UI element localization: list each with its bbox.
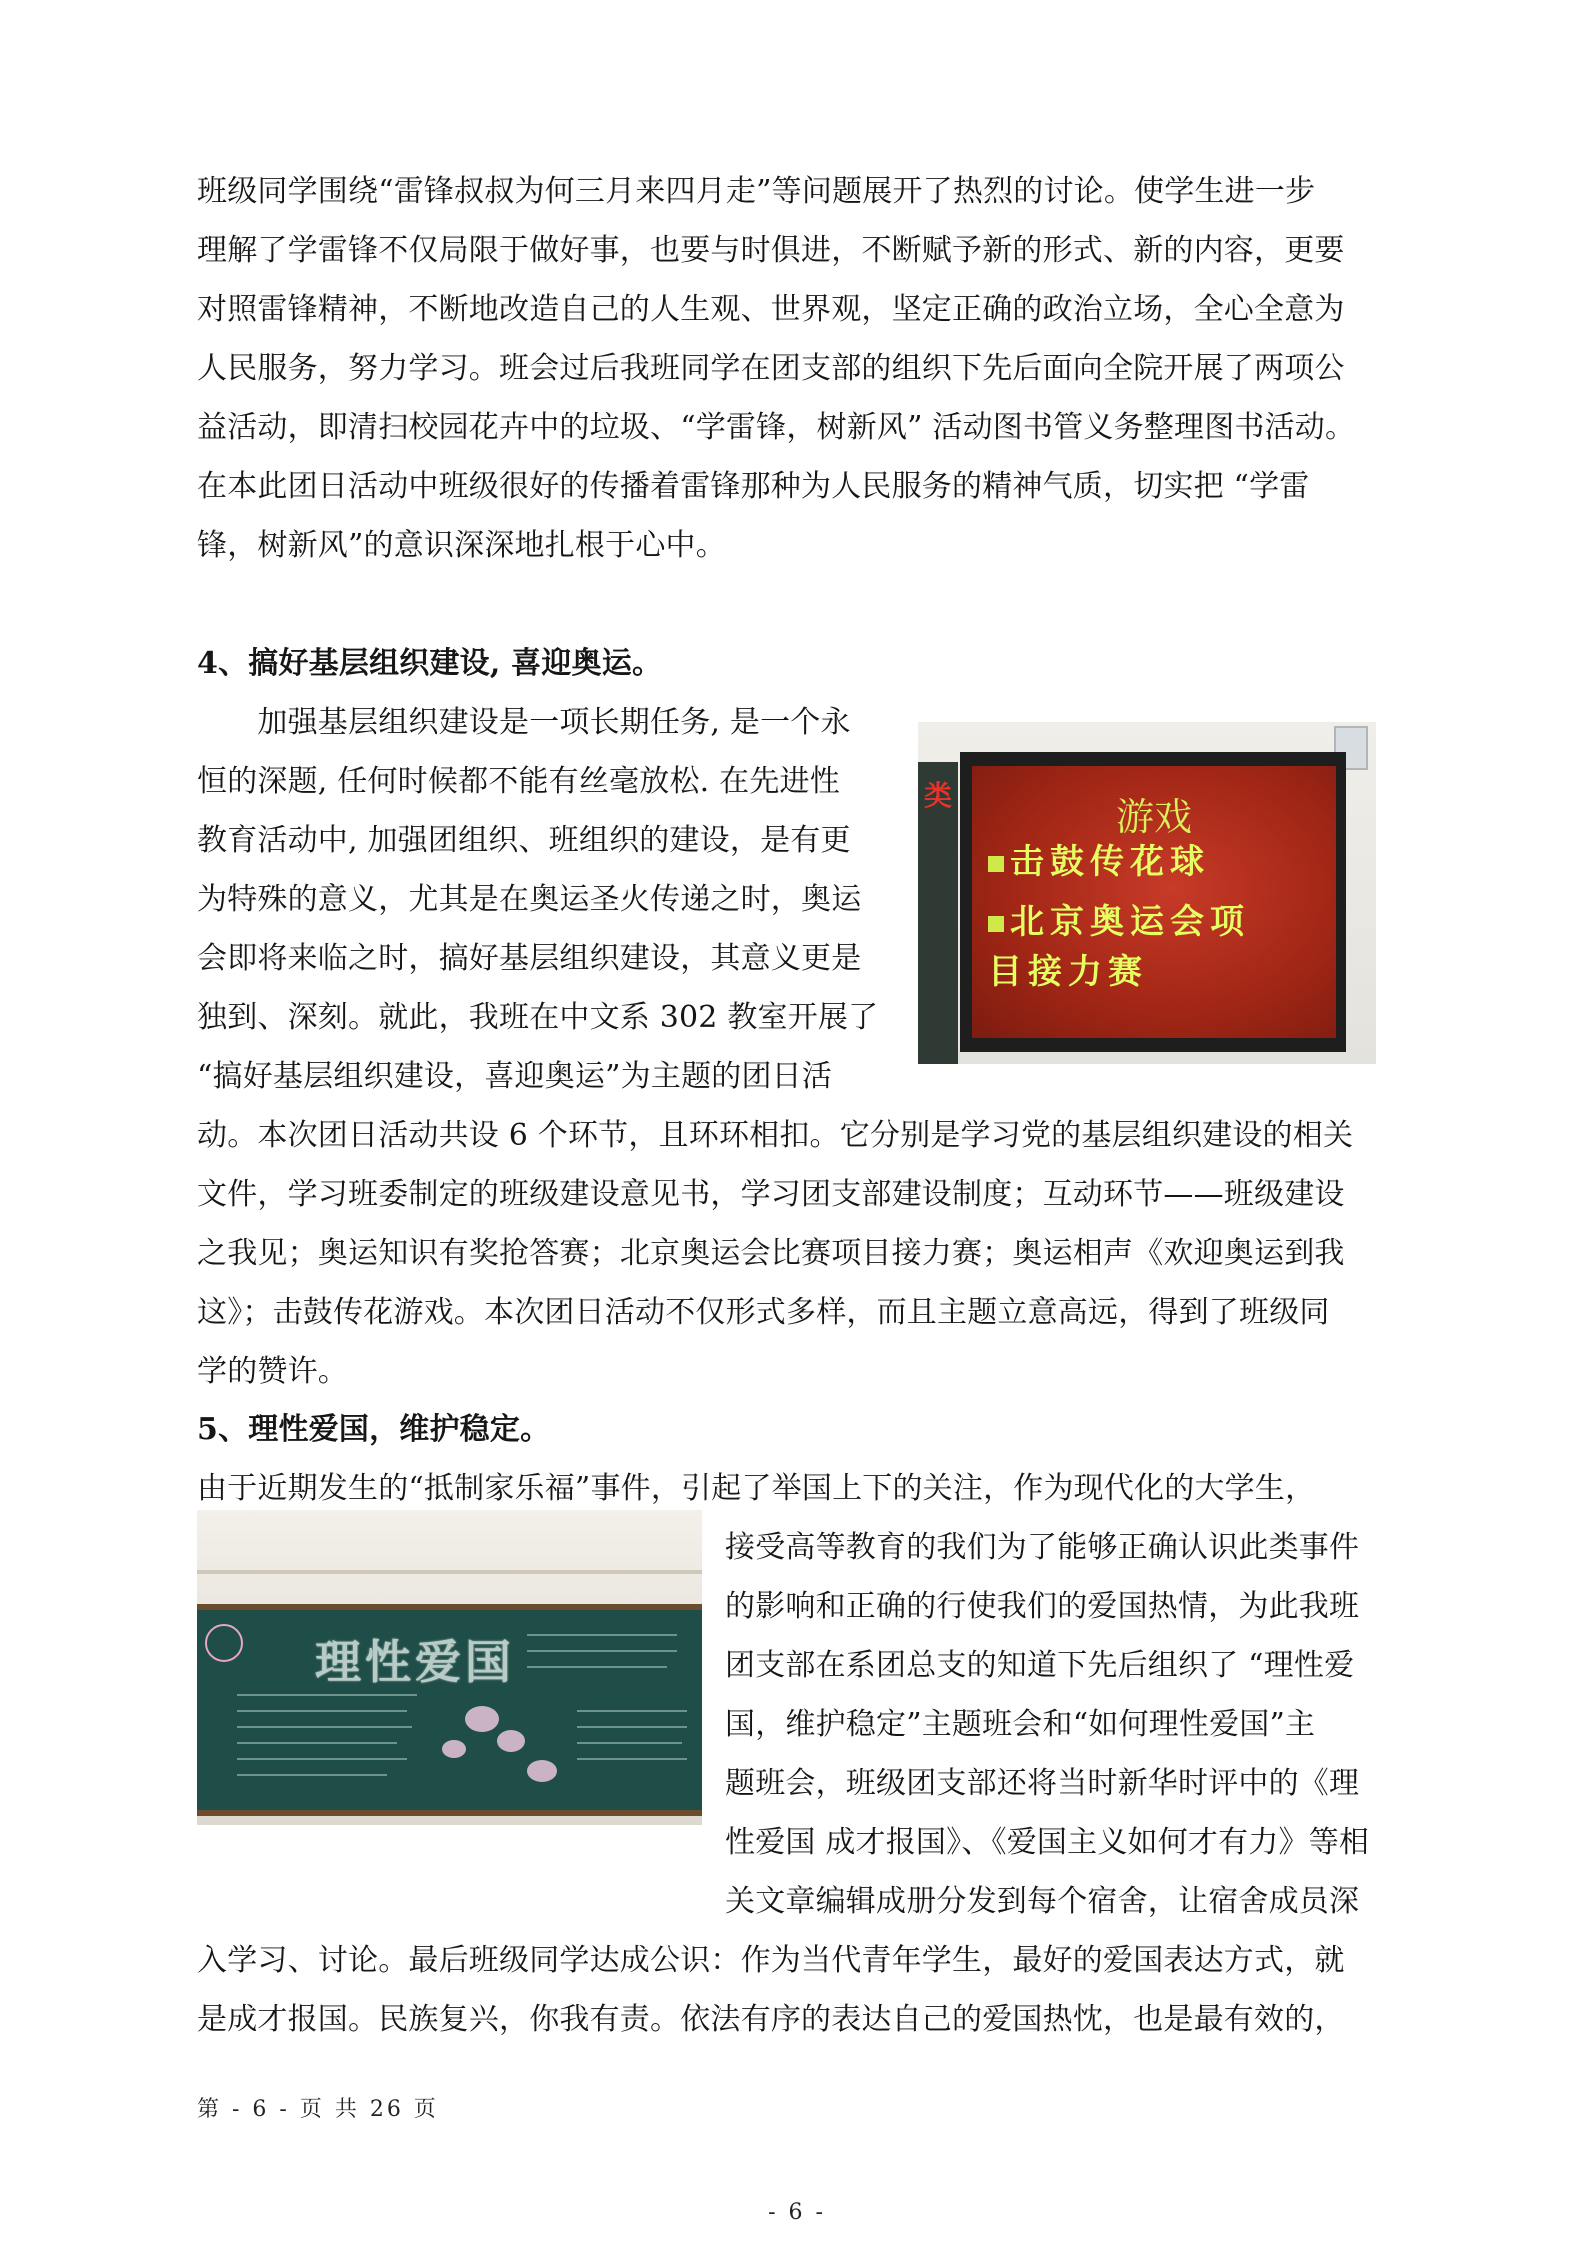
text-line: 国，维护稳定”主题班会和“如何理性爱国”主 xyxy=(725,1707,1316,1742)
text-line: 入学习、讨论。最后班级同学达成公识：作为当代青年学生，最好的爱国表达方式，就 xyxy=(197,1943,1345,1978)
text-line: 之我见；奥运知识有奖抢答赛；北京奥运会比赛项目接力赛；奥运相声《欢迎奥运到我 xyxy=(197,1236,1345,1271)
text-line: 班级同学围绕“雷锋叔叔为何三月来四月走”等问题展开了热烈的讨论。使学生进一步 xyxy=(197,174,1316,209)
chalk-text xyxy=(237,1710,407,1712)
text-line: 教育活动中, 加强团组织、班组织的建设，是有更 xyxy=(197,823,851,858)
chalk-text xyxy=(237,1694,417,1696)
bullet-icon xyxy=(988,916,1004,932)
text-line: 关文章编辑成册分发到每个宿舍，让宿舍成员深 xyxy=(725,1884,1360,1919)
page-number: - 6 - xyxy=(768,2200,826,2225)
slide-item: 击鼓传花球 xyxy=(988,840,1210,884)
slide-side-label: 类 xyxy=(924,779,953,812)
text-line: 恒的深题, 任何时候都不能有丝毫放松. 在先进性 xyxy=(197,764,840,799)
chalk-text xyxy=(527,1666,667,1668)
section-5-heading: 5、理性爱国，维护稳定。 xyxy=(197,1412,551,1447)
text-line: 锋，树新风”的意识深深地扎根于心中。 xyxy=(197,528,726,563)
text-line: 会即将来临之时，搞好基层组织建设，其意义更是 xyxy=(197,941,862,976)
text-line: 接受高等教育的我们为了能够正确认识此类事件 xyxy=(725,1530,1360,1565)
slide-item: 北京奥运会项 xyxy=(988,900,1250,944)
text-line: 理解了学雷锋不仅局限于做好事，也要与时俱进，不断赋予新的形式、新的内容，更要 xyxy=(197,233,1345,268)
chalk-text xyxy=(527,1650,677,1652)
section-4-heading: 4、搞好基层组织建设, 喜迎奥运。 xyxy=(197,646,663,681)
flower-drawing xyxy=(527,1760,557,1782)
text-line: 对照雷锋精神，不断地改造自己的人生观、世界观，坚定正确的政治立场，全心全意为 xyxy=(197,292,1345,327)
text-line: “搞好基层组织建设，喜迎奥运”为主题的团日活 xyxy=(197,1059,833,1094)
text-line: 在本此团日活动中班级很好的传播着雷锋那种为人民服务的精神气质，切实把 “学雷 xyxy=(197,469,1310,504)
blackboard-photo xyxy=(197,1510,702,1825)
chalk-text xyxy=(237,1742,397,1744)
chalk-text xyxy=(527,1634,677,1636)
chalk-text xyxy=(577,1710,687,1712)
flower-drawing xyxy=(442,1740,466,1758)
flower-drawing xyxy=(497,1730,525,1752)
text-line: 题班会，班级团支部还将当时新华时评中的《理 xyxy=(725,1766,1360,1801)
text-line: 为特殊的意义，尤其是在奥运圣火传递之时，奥运 xyxy=(197,882,862,917)
chalk-text xyxy=(577,1726,687,1728)
slide-title: 游戏 xyxy=(1115,795,1192,839)
text-line: 加强基层组织建设是一项长期任务, 是一个永 xyxy=(197,705,851,740)
text-line: 的影响和正确的行使我们的爱国热情，为此我班 xyxy=(725,1589,1360,1624)
chalk-text xyxy=(577,1742,682,1744)
heart-drawing xyxy=(205,1624,243,1662)
page-info: 第 - 6 - 页 共 26 页 xyxy=(197,2097,439,2122)
text-line: 动。本次团日活动共设 6 个环节，且环环相扣。它分别是学习党的基层组织建设的相关 xyxy=(197,1118,1354,1153)
text-line: 性爱国 成才报国》、《爱国主义如何才有力》等相 xyxy=(725,1825,1370,1860)
text-line: 益活动，即清扫校园花卉中的垃圾、“学雷锋，树新风” 活动图书管义务整理图书活动。 xyxy=(197,410,1356,445)
projector-screen xyxy=(972,766,1336,1038)
board-title: 理性爱国 xyxy=(315,1635,515,1689)
chalk-text xyxy=(237,1726,412,1728)
text-line: 团支部在系团总支的知道下先后组织了 “理性爱 xyxy=(725,1648,1355,1683)
slide-item: 目接力赛 xyxy=(988,952,1148,992)
text-line: 独到、深刻。就此，我班在中文系 302 教室开展了 xyxy=(197,1000,879,1035)
bullet-icon xyxy=(988,856,1004,872)
flower-drawing xyxy=(465,1706,499,1732)
text-line: 由于近期发生的“抵制家乐福”事件，引起了举国上下的关注，作为现代化的大学生， xyxy=(197,1471,1316,1506)
text-line: 是成才报国。民族复兴，你我有责。依法有序的表达自己的爱国热忱，也是最有效的， xyxy=(197,2002,1345,2037)
text-line: 学的赞许。 xyxy=(197,1354,348,1389)
chalk-text xyxy=(577,1758,687,1760)
chalk-text xyxy=(237,1774,387,1776)
text-line: 文件，学习班委制定的班级建设意见书，学习团支部建设制度；互动环节——班级建设 xyxy=(197,1177,1345,1212)
chalk-text xyxy=(237,1758,407,1760)
projector-slide-photo xyxy=(918,722,1376,1064)
text-line: 人民服务，努力学习。班会过后我班同学在团支部的组织下先后面向全院开展了两项公 xyxy=(197,351,1345,386)
text-line: 这》；击鼓传花游戏。本次团日活动不仅形式多样，而且主题立意高远，得到了班级同 xyxy=(197,1295,1330,1330)
wall-molding xyxy=(197,1570,702,1574)
blackboard xyxy=(197,1604,702,1816)
